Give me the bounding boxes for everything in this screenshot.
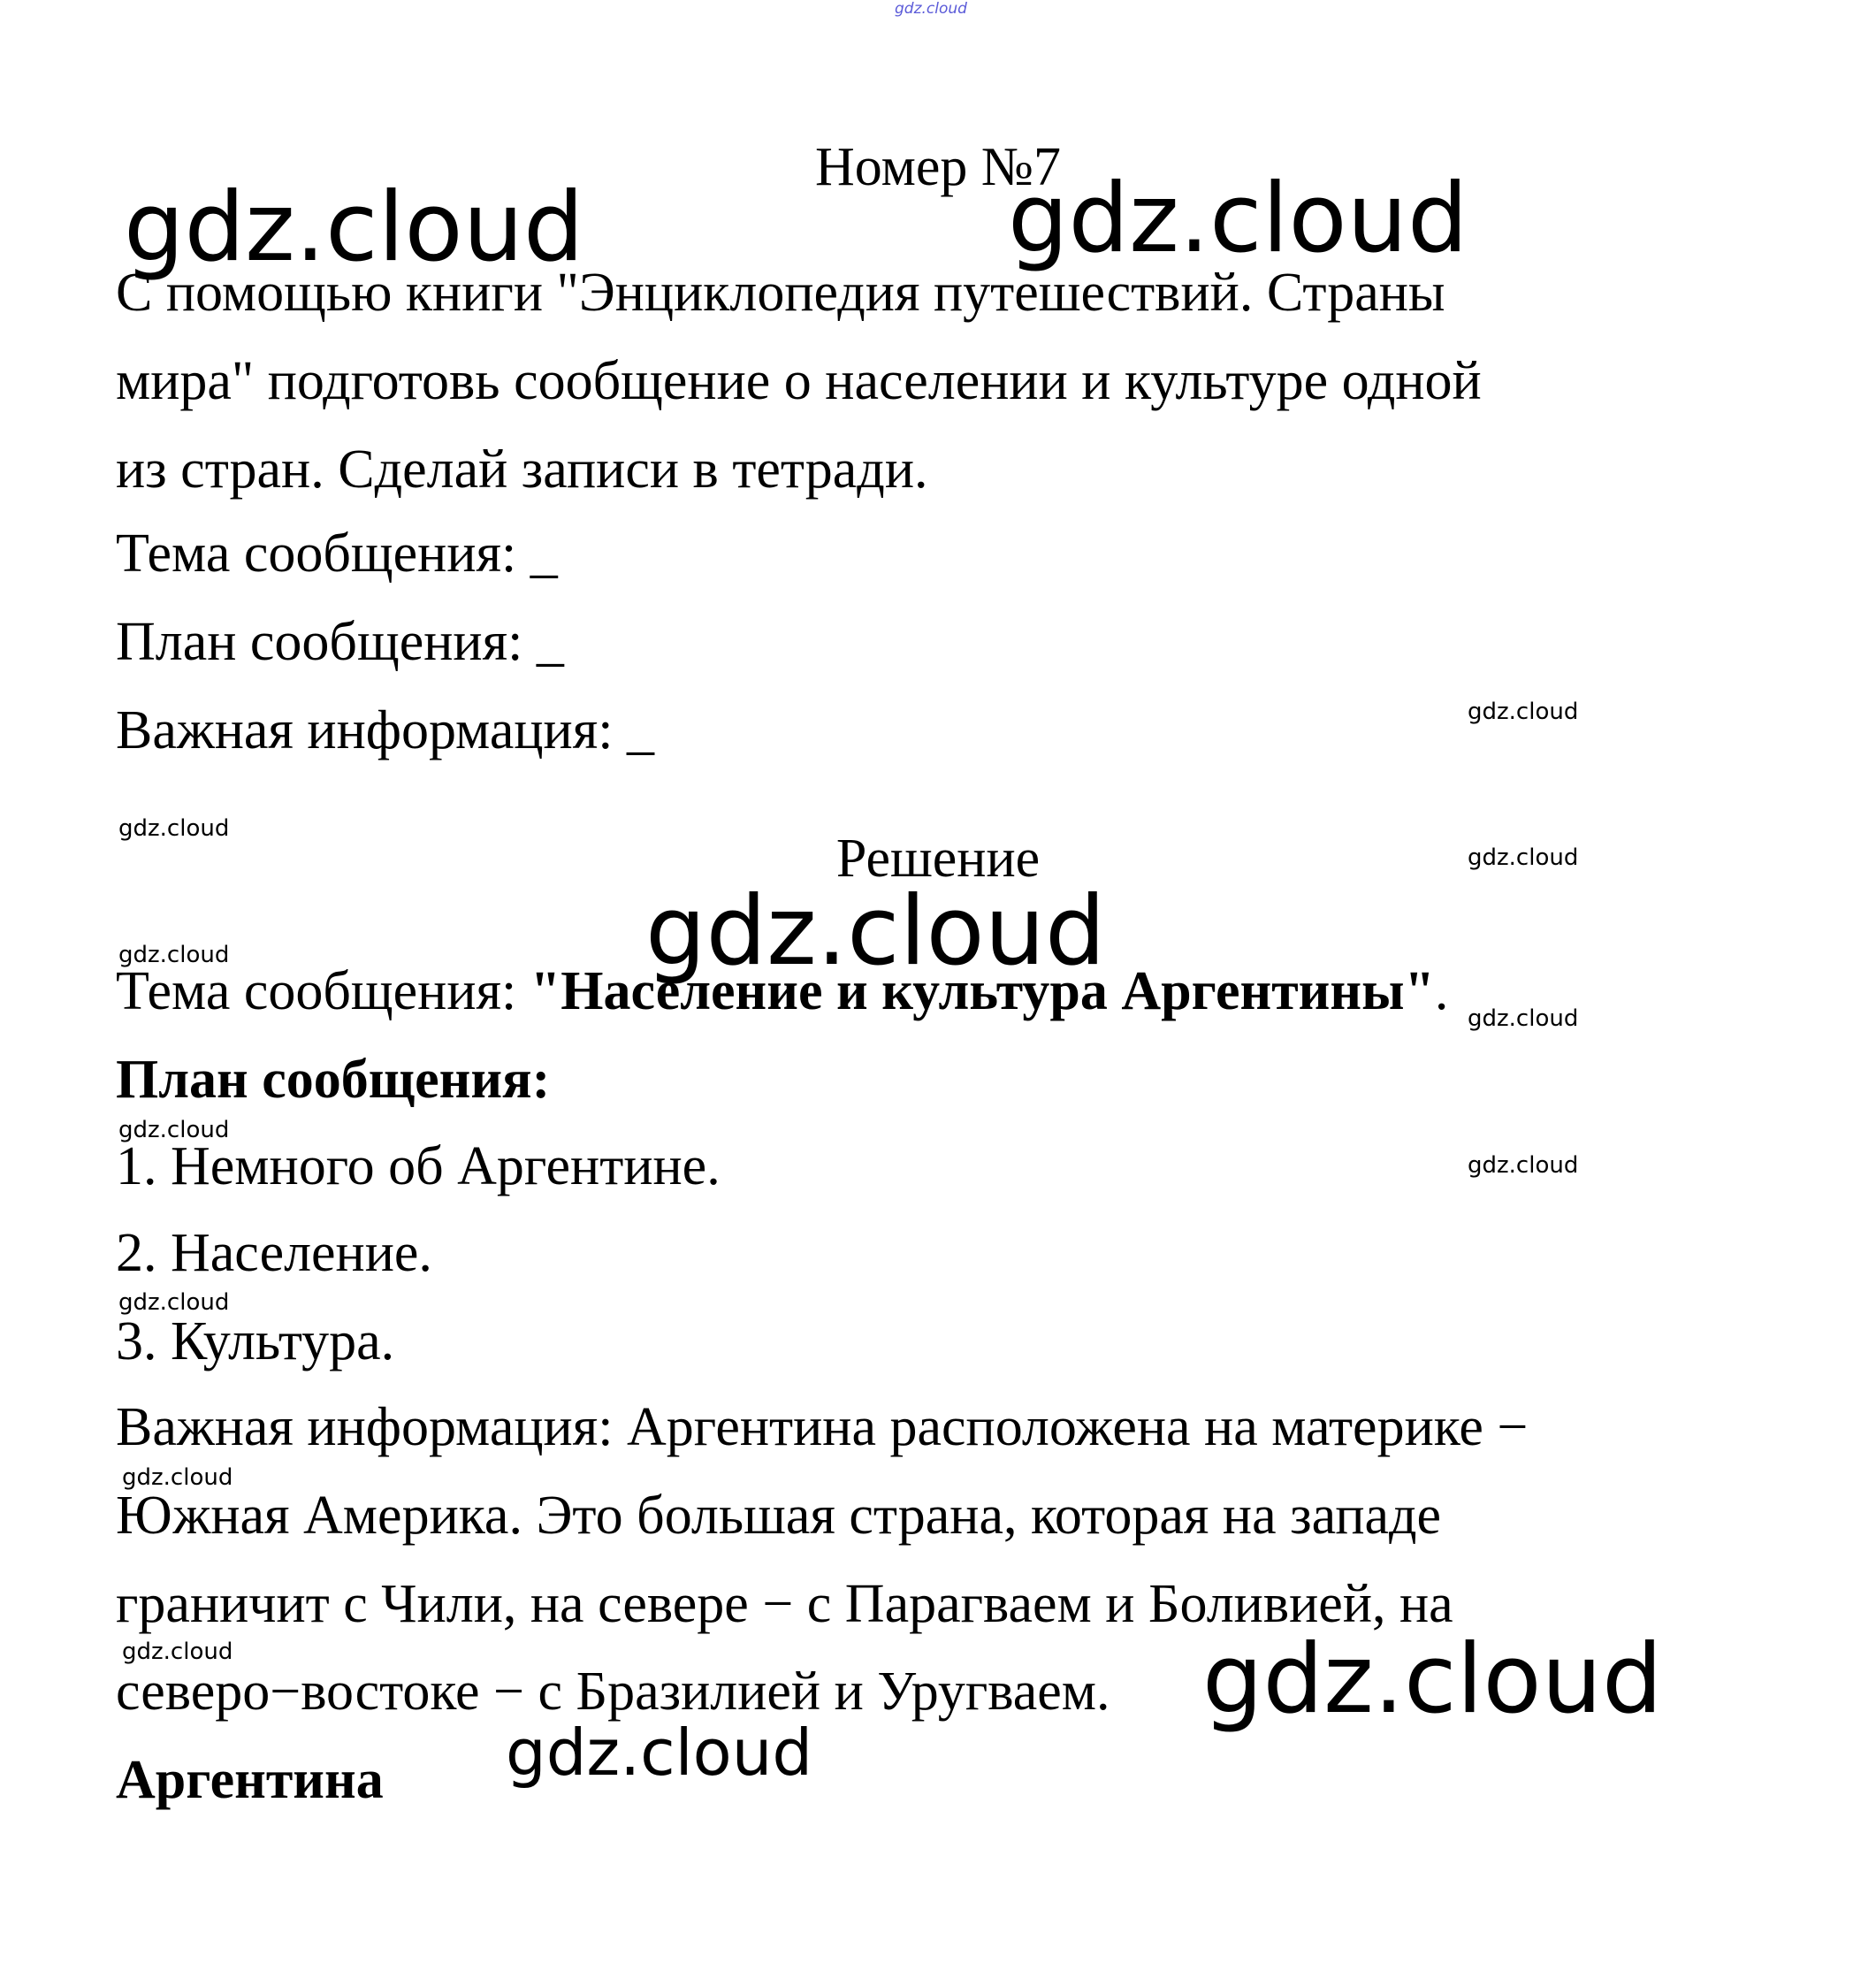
info-line: северо−востоке − с Бразилией и Уругваем. [116,1662,1110,1722]
watermark-small: gdz.cloud [1468,699,1579,725]
watermark-medium: gdz.cloud [506,1715,813,1790]
watermark-small: gdz.cloud [118,1117,230,1143]
info-line: Важная информация: Аргентина расположена на материке − [116,1397,1529,1457]
info-line: граничит с Чили, на севере − с Парагваем и Боливией, на [116,1574,1453,1634]
topic-end: . [1434,961,1449,1021]
watermark-small: gdz.cloud [118,942,230,968]
plan-heading: План сообщения: [116,1050,551,1110]
task-line: План сообщения: _ [116,612,564,672]
watermark-small: gdz.cloud [118,1289,230,1316]
watermark-small: gdz.cloud [118,815,230,842]
info-line: Южная Америка. Это большая страна, которая на западе [116,1486,1442,1546]
task-line: Тема сообщения: _ [116,523,558,584]
task-line: мира" подготовь сообщение о населении и культуре одной [116,351,1482,411]
watermark-small: gdz.cloud [122,1464,233,1491]
plan-item: 3. Культура. [116,1311,395,1371]
plan-item: 2. Население. [116,1223,432,1283]
section-heading: Аргентина [116,1750,384,1810]
task-line: С помощью книги "Энциклопедия путешествий. Страны [116,263,1445,323]
topic-label: Тема сообщения: [116,961,530,1021]
watermark-large: gdz.cloud [645,876,1106,987]
topic-value: "Население и культура Аргентины" [530,961,1435,1021]
watermark-small: gdz.cloud [1468,1005,1579,1032]
watermark-large: gdz.cloud [1202,1624,1663,1735]
watermark-large: gdz.cloud [1008,164,1468,274]
solution-topic [116,961,1449,1021]
watermark-small: gdz.cloud [1468,1152,1579,1179]
task-line: Важная информация: _ [116,700,654,760]
solution-title: Решение [835,829,1041,889]
task-title: Номер №7 [814,137,1061,197]
watermark-top: gdz.cloud [895,0,967,18]
watermark-small: gdz.cloud [1468,844,1579,871]
task-line: из стран. Сделай записи в тетради. [116,439,928,500]
plan-item: 1. Немного об Аргентине. [116,1136,721,1196]
watermark-small: gdz.cloud [122,1639,233,1665]
watermark-large: gdz.cloud [124,172,584,283]
